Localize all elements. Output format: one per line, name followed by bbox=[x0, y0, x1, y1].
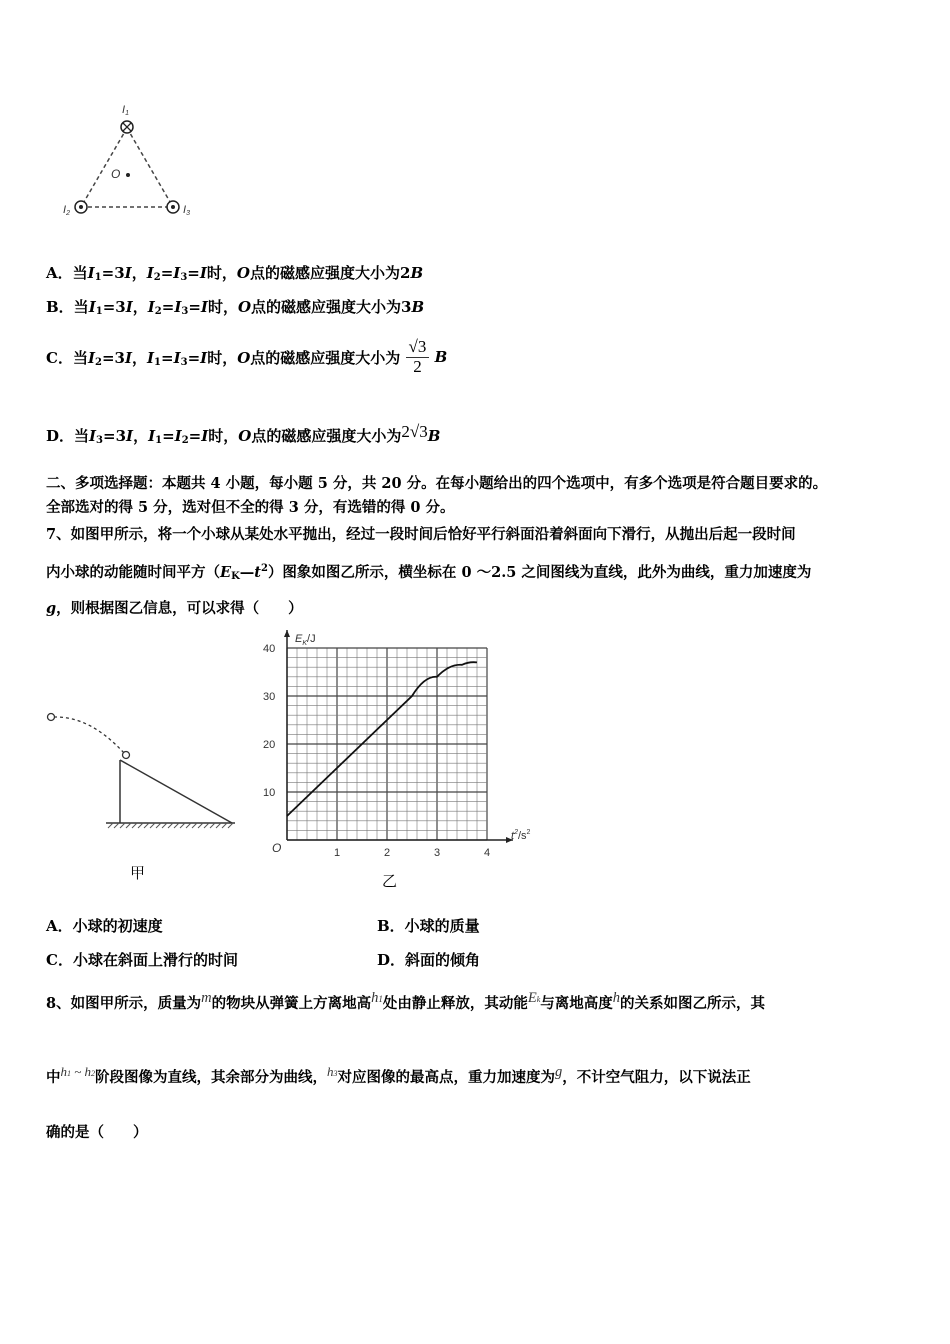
y-tick-label: 10 bbox=[263, 787, 276, 799]
x-tick-label: 4 bbox=[484, 847, 491, 859]
two-sqrt3: 2√3 bbox=[401, 422, 428, 441]
ball-start bbox=[48, 714, 55, 721]
q6-option-c: C．当$I_2=3I$，$I_1=I_3=I$时，O点的磁感应强度大小为 $\frac{√3}{2}$ B bbox=[46, 337, 448, 376]
figure-jia-projectile bbox=[40, 700, 250, 840]
trajectory-path bbox=[54, 717, 124, 753]
triangle-wire-figure bbox=[55, 95, 215, 225]
chart-series bbox=[287, 662, 477, 816]
label-i2: I2 bbox=[63, 204, 70, 217]
label-i1: I1 bbox=[122, 104, 129, 117]
wire-i3-out-of-page-icon bbox=[167, 201, 179, 213]
q8-line2: 中h1 ~ h2阶段图像为直线，其余部分为曲线，h3对应图像的最高点，重力加速度为g，不计空气阻力，以下说法正 bbox=[46, 1064, 751, 1086]
q8-line3: 确的是（ ） bbox=[46, 1124, 148, 1141]
y-axis-arrow bbox=[284, 630, 290, 637]
q8-line1: 8、如图甲所示，质量为m的物块从弹簧上方离地高h1处由静止释放，其动能Ek与离地高度h的关系如图乙所示，其 bbox=[46, 990, 765, 1012]
label-o: O bbox=[111, 167, 121, 181]
ball-on-incline bbox=[123, 752, 130, 759]
q6-option-a: A．当$I_1=3I$，$I_2=I_3=I$时，O点的磁感应强度大小为2B bbox=[46, 264, 424, 283]
figure-yi-ek-t2-chart bbox=[255, 620, 545, 870]
y-tick-label: 30 bbox=[263, 691, 276, 703]
x-tick-label: 1 bbox=[334, 847, 341, 859]
chart-y-axis-label: $E_K/J$ bbox=[295, 633, 316, 647]
section2-line1: 二、多项选择题：本题共 4 小题，每小题 5 分，共 20 分。在每小题给出的四个选项中，有多个选项是符合题目要求的。 bbox=[46, 475, 828, 492]
q6-option-d: D．当$I_3=3I$，$I_1=I_2=I$时，O点的磁感应强度大小为2√3B bbox=[46, 422, 441, 446]
fig-jia-caption: 甲 bbox=[130, 864, 146, 882]
q7-option-b: B．小球的质量 bbox=[377, 917, 480, 935]
y-tick-label: 40 bbox=[263, 643, 276, 655]
incline-slope bbox=[120, 760, 232, 823]
series-line-ek bbox=[287, 662, 477, 816]
x-tick-label: 3 bbox=[434, 847, 441, 859]
q6-option-b: B．当$I_1=3I$，$I_2=I_3=I$时，O点的磁感应强度大小为3B bbox=[46, 298, 425, 317]
q7-option-d: D．斜面的倾角 bbox=[377, 951, 481, 969]
label-i3: I3 bbox=[183, 204, 190, 217]
q7-line3: g，则根据图乙信息，可以求得（ ） bbox=[46, 600, 303, 617]
q7-option-c: C．小球在斜面上滑行的时间 bbox=[46, 951, 238, 969]
q7-line2: 内小球的动能随时间平方$(E_K—t^2)$图象如图乙所示，横坐标在 0 ～2.5 之间图线为直线，此外为曲线，重力加速度为 bbox=[46, 563, 812, 582]
triangle-side-right bbox=[127, 128, 173, 207]
wire-i1-into-page-icon bbox=[121, 121, 133, 133]
x-tick-label: 2 bbox=[384, 847, 391, 859]
wire-i2-out-of-page-icon bbox=[75, 201, 87, 213]
q7-option-a: A．小球的初速度 bbox=[46, 917, 163, 935]
y-tick-label: 20 bbox=[263, 739, 276, 751]
section2-line2: 全部选对的得 5 分，选对但不全的得 3 分，有选错的得 0 分。 bbox=[46, 499, 455, 516]
chart-origin-label: O bbox=[272, 841, 282, 855]
chart-grid bbox=[287, 648, 487, 840]
fig-yi-caption: 乙 bbox=[382, 872, 398, 890]
q7-line1: 7、如图甲所示，将一个小球从某处水平抛出，经过一段时间后恰好平行斜面沿着斜面向下滑行，从抛出后起一段时间 bbox=[46, 526, 796, 543]
chart-x-axis-label: $t^2/s^2$ bbox=[511, 829, 531, 842]
point-o-dot bbox=[126, 173, 130, 177]
fraction-sqrt3-over-2: $\frac{√3}{2}$ bbox=[406, 338, 430, 376]
